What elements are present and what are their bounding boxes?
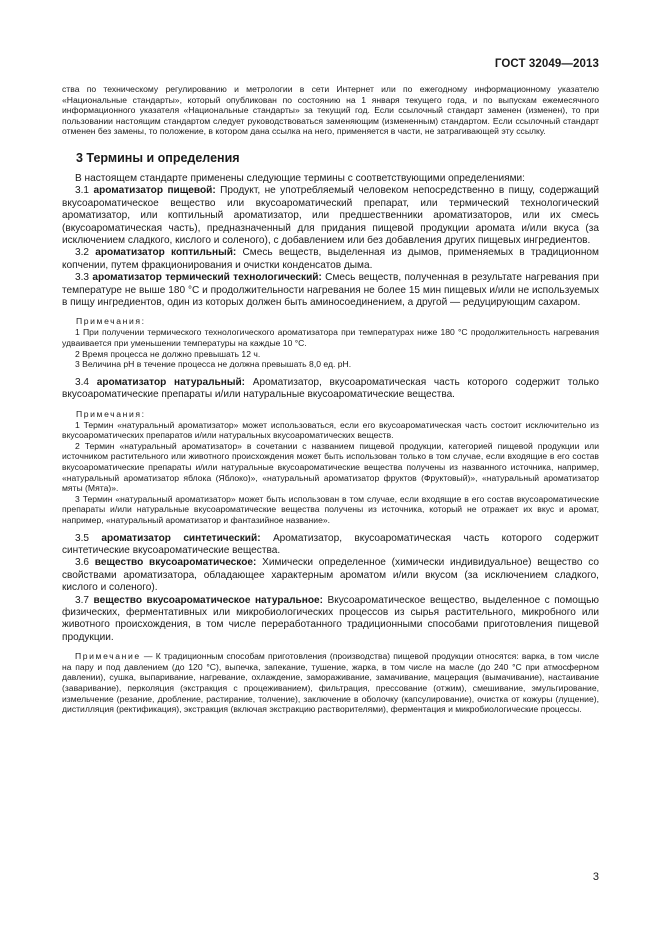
- term-definition: Смесь веществ, полученная в результате нагревания при температуре не выше 180 °С и продолжительности нагревания не более 15 мин пищевых и/или не используемых в пищу ингредиентов, один из которых должен быть аминосоединением, а другой — редуцирующим сахаром.: [62, 272, 600, 309]
- term-definition: Вкусоароматическое вещество, выделенное с помощью физических, ферментативных или микробиологических процессов из сырья растительного, микробного или животного происхождения, в том числе переработанного традиционными способами приготовления пищевой продукции.: [62, 594, 599, 643]
- term-name: ароматизатор натуральный:: [96, 376, 246, 388]
- term-3-2: [62, 247, 599, 272]
- term-3-6: [62, 557, 599, 594]
- section-heading: 3 Термины и определения: [76, 150, 240, 165]
- term-definition: Продукт, не употребляемый человеком непосредственно в пищу, содержащий вкусоароматическое вещество или вкусоароматический препарат, или термический технологический ароматизатор, или коптильный ароматизатор, или предшественники ароматизаторов, или их смесь (вкусоароматическая часть), предназначенный для придания пищевой продукции аромата и/или вкуса (за исключением сладкого, кислого и соленого), с добавлением или без добавления других пищевых ингредиентов.: [62, 185, 600, 246]
- term-name: вещество вкусоароматическое натуральное:: [93, 594, 323, 606]
- term-number: 3.5: [75, 532, 102, 544]
- note-item: 1 При получении термического технологического ароматизатора при температурах ниже 180 °С продолжительность нагревания удваивается при уменьшении температуры на каждые 10 °С.: [62, 327, 599, 349]
- term-number: 3.6: [75, 557, 95, 569]
- note-item: 3 Величина pH в течение процесса не должна превышать 8,0 ед. pH.: [75, 359, 352, 370]
- document-id-header: ГОСТ 32049—2013: [494, 58, 599, 70]
- term-number: 3.1: [75, 185, 94, 197]
- term-name: ароматизатор пищевой:: [93, 185, 216, 197]
- page-number: 3: [592, 871, 599, 883]
- note-item: 2 Время процесса не должно превышать 12 ч.: [75, 348, 261, 359]
- term-3-3: [62, 272, 599, 309]
- term-3-7: [62, 595, 599, 645]
- term-3-5: [62, 533, 599, 558]
- term-number: 3.7: [75, 594, 94, 606]
- page-content: [62, 84, 599, 715]
- term-definition: Ароматизатор, вкусоароматическая часть которого содержит только вкусоароматические препараты и/или натуральные вкусоароматические вещества.: [62, 376, 599, 401]
- note-label: Примечание: [75, 651, 141, 662]
- notes-title: Примечания:: [76, 316, 146, 327]
- term-name: вещество вкусоароматическое:: [94, 557, 257, 569]
- term-definition: Смесь веществ, выделенная из дымов, применяемых в традиционном копчении, путем фракционирования и очистки конденсатов дыма.: [62, 247, 599, 271]
- term-definition: Ароматизатор, вкусоароматическая часть которого содержит синтетические вкусоароматические вещества.: [62, 532, 600, 556]
- term-name: ароматизатор синтетический:: [101, 532, 261, 544]
- term-3-1: [62, 185, 599, 247]
- term-3-4: [62, 377, 599, 402]
- term-name: ароматизатор термический технологический:: [92, 272, 322, 284]
- term-definition: Химически определенное (химически индивидуальное) вещество со свойствами ароматизатора, обладающее характерным ароматом и/или вкусом (за исключением сладкого, кислого и соленого).: [62, 557, 599, 594]
- note-item: 1 Термин «натуральный ароматизатор» может использоваться, если его вкусоароматическая часть состоит исключительно из вкусоароматических препаратов и/или натуральных вкусоароматических веществ.: [62, 419, 599, 441]
- notes-title: Примечания:: [76, 408, 146, 419]
- term-name: ароматизатор коптильный:: [95, 247, 237, 259]
- intro-paragraph: ства по техническому регулированию и метрологии в сети Интернет или по ежегодному информационному указателю «Национальные стандарты», который опубликован по состоянию на 1 января текущего года, и по выпускам ежемесячного информационного указателя «Национальные стандарты» за текущий год. Если ссылочный стандарт заменен (изменен), то при пользовании настоящим стандартом следует руководствоваться заменяющим (измененным) стандартом. Если ссылочный стандарт отменен без замены, то положение, в котором дана ссылка на него, применяется в части, не затрагивающей эту ссылку.: [62, 84, 599, 137]
- section-lead: В настоящем стандарте применены следующие термины с соответствующими определениями:: [75, 172, 525, 184]
- note-item: 2 Термин «натуральный ароматизатор» в сочетании с названием пищевой продукции, категорией пищевой продукции или источником растительного или животного происхождения может быть использован только в том случае, если входящие в его состав вкусоароматические препараты и/или натуральные вкусоароматические вещества получены из названного источника, например, «натуральный ароматизатор яблока (Яблоко)», «натуральный ароматизатор фруктов (Фруктовый)», «натуральный ароматизатор мяты (Мята)».: [62, 440, 599, 494]
- note-text: — К традиционным способам приготовления (производства) пищевой продукции относятся: варка, в том числе на пару и под давлением (до 120 °С), выпечка, запекание, тушение, жарка, в том числе на масле (до 240 °С при атмосферном давлении), сушка, выпаривание, нагревание, охлаждение, замораживание, замачивание, мацерация (вымачивание), настаивание (заваривание), перколяция (экстракция с процеживанием), фильтрация, прессование (отжим), смешивание, эмульгирование, измельчение (резание, дробление, растирание, толчение), заключение в оболочку (капсулирование), очистка от кожуры (лущение), дистилляция (ректификация), экстракция (включая экстракцию растворителями), ферментация и микробиологические процессы.: [62, 651, 599, 715]
- term-number: 3.3: [75, 272, 93, 284]
- term-number: 3.2: [75, 247, 96, 259]
- note-item: 3 Термин «натуральный ароматизатор» может быть использован в том случае, если входящие в его состав вкусоароматические препараты и/или натуральные вкусоароматические вещества получены из источника, который не отражает их вкус и аромат, например, «натуральный ароматизатор и фантазийное название».: [62, 493, 599, 525]
- term-number: 3.4: [75, 376, 97, 388]
- note-3-7: [62, 651, 599, 715]
